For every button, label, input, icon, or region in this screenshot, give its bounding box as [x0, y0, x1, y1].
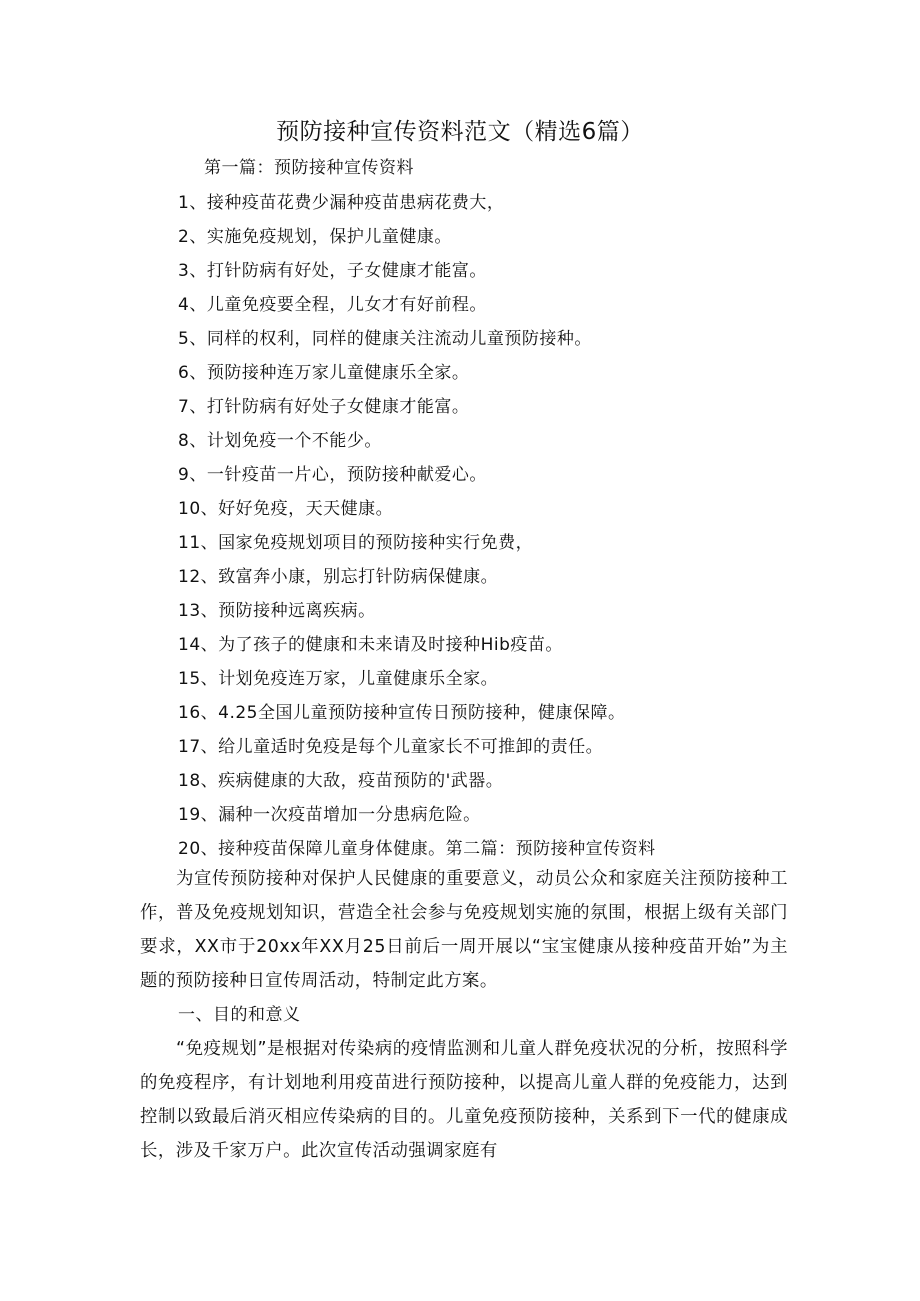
- list-item: 1、接种疫苗花费少漏种疫苗患病花费大，: [178, 193, 505, 213]
- slogan-list: [178, 188, 656, 868]
- list-item: 9、一针疫苗一片心，预防接种献爱心。: [178, 465, 487, 485]
- list-item: 2、实施免疫规划，保护儿童健康。: [178, 227, 452, 247]
- chapter-heading: 第一篇：预防接种宣传资料: [204, 158, 414, 178]
- list-item: 3、打针防病有好处，子女健康才能富。: [178, 261, 487, 281]
- list-item: 20、接种疫苗保障儿童身体健康。第二篇：预防接种宣传资料: [178, 839, 656, 859]
- list-item: 8、计划免疫一个不能少。: [178, 431, 382, 451]
- paragraph-purpose: “免疫规划”是根据对传染病的疫情监测和儿童人群免疫状况的分析，按照科学的免疫程序，有计划地利用疫苗进行预防接种，以提高儿童人群的免疫能力，达到控制以致最后消灭相应传染病的目的。儿童免疫预防接种，关系到下一代的健康成长，涉及千家万户。此次宣传活动强调家庭有: [140, 1039, 788, 1161]
- list-item: 12、致富奔小康，别忘打针防病保健康。: [178, 567, 499, 587]
- paragraph-intro: 为宣传预防接种对保护人民健康的重要意义，动员公众和家庭关注预防接种工作，普及免疫规划知识，营造全社会参与免疫规划实施的氛围，根据上级有关部门要求，XX市于20xx年XX月25日前后一周开展以“宝宝健康从接种疫苗开始”为主题的预防接种日宣传周活动，特制定此方案。: [140, 869, 788, 991]
- list-item: 6、预防接种连万家儿童健康乐全家。: [178, 363, 470, 383]
- list-item: 11、国家免疫规划项目的预防接种实行免费，: [178, 533, 534, 553]
- list-item: 19、漏种一次疫苗增加一分患病危险。: [178, 805, 481, 825]
- document-title: 预防接种宣传资料范文（精选6篇）: [276, 119, 644, 145]
- list-item: 15、计划免疫连万家，儿童健康乐全家。: [178, 669, 499, 689]
- list-item: 17、给儿童适时免疫是每个儿童家长不可推卸的责任。: [178, 737, 604, 757]
- section-heading: 一、目的和意义: [178, 1005, 301, 1025]
- list-item: 10、好好免疫，天天健康。: [178, 499, 394, 519]
- list-item: 16、4.25全国儿童预防接种宣传日预防接种，健康保障。: [178, 703, 626, 723]
- list-item: 13、预防接种远离疾病。: [178, 601, 376, 621]
- list-item: 5、同样的权利，同样的健康关注流动儿童预防接种。: [178, 329, 592, 349]
- list-item: 7、打针防病有好处子女健康才能富。: [178, 397, 470, 417]
- list-item: 14、为了孩子的健康和未来请及时接种Hib疫苗。: [178, 635, 563, 655]
- list-item: 18、疾病健康的大敌，疫苗预防的'武器。: [178, 771, 504, 791]
- list-item: 4、儿童免疫要全程，儿女才有好前程。: [178, 295, 487, 315]
